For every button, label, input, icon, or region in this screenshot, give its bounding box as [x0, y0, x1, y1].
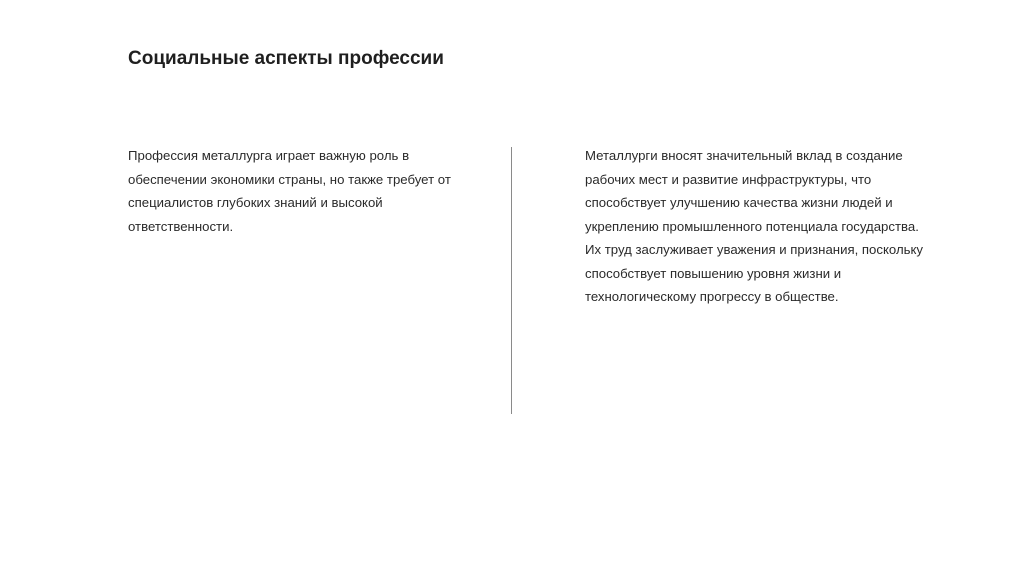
slide-title: Социальные аспекты профессии [128, 48, 444, 69]
right-column-text: Металлурги вносят значительный вклад в создание рабочих мест и развитие инфраструктуры, что способствует улучшению качества жизни людей и укреплению промышленного потенциала государства. Их труд заслуживает уважения и признания, поскольку способствует повышению уровня жизни и технологическому прогрессу в обществе. [585, 148, 924, 304]
column-divider [511, 147, 512, 414]
left-column-text: Профессия металлурга играет важную роль в обеспечении экономики страны, но также требует от специалистов глубоких знаний и высокой ответственности. [128, 148, 451, 234]
